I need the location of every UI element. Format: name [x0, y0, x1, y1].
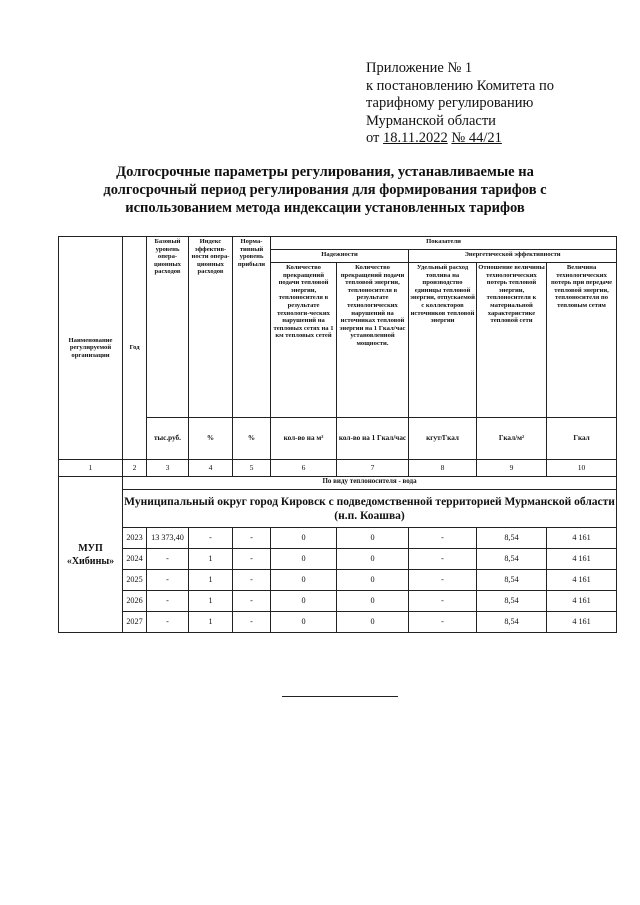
territory-row — [59, 490, 617, 528]
header-base-level: Базовый уровень опера-ционных расходов — [147, 237, 189, 418]
header-col-8: Удельный расход топлива на производство единицы тепловой энергии, отпускаемой с коллекторов источников тепловой энергии — [409, 263, 477, 418]
cell-col-9: 8,54 — [477, 570, 547, 591]
cell-year: 2023 — [123, 528, 147, 549]
cell-col-8: - — [409, 528, 477, 549]
fuel-type: По виду теплоносителя - вода — [123, 477, 617, 490]
unit-col-8: кгут/Гкал — [409, 418, 477, 460]
header-row-1 — [59, 237, 617, 250]
cell-col-7: 0 — [337, 549, 409, 570]
title-line-3: использованием метода индексации установленных тарифов — [125, 200, 525, 216]
column-number: 10 — [547, 460, 617, 477]
header-normative-profit: Норма-тивный уровень прибыли — [233, 237, 271, 418]
cell-col-7: 0 — [337, 591, 409, 612]
cell-col-6: 0 — [271, 591, 337, 612]
cell-col-10: 4 161 — [547, 549, 617, 570]
cell-col-9: 8,54 — [477, 591, 547, 612]
header-col-9: Отношение величины технологических потерь тепловой энергии, теплоносителя к материальной характеристике тепловой сети — [477, 263, 547, 418]
cell-base-level: - — [147, 570, 189, 591]
unit-col-9: Гкал/м² — [477, 418, 547, 460]
table-row — [59, 591, 617, 612]
cell-year: 2024 — [123, 549, 147, 570]
column-number: 9 — [477, 460, 547, 477]
unit-col-3: тыс.руб. — [147, 418, 189, 460]
cell-col-7: 0 — [337, 612, 409, 633]
header-col-7: Количество прекращений подачи тепловой энергии, теплоносителя в результате технологических нарушений на источниках тепловой энергии на 1 Гкал/час установленной мощности. — [337, 263, 409, 418]
column-number: 1 — [59, 460, 123, 477]
column-numbers-row — [59, 460, 617, 477]
cell-base-level: - — [147, 549, 189, 570]
cell-profit: - — [233, 591, 271, 612]
appendix-number: № 44/21 — [451, 130, 502, 146]
table-row — [59, 549, 617, 570]
cell-profit: - — [233, 570, 271, 591]
cell-profit: - — [233, 549, 271, 570]
header-col-6: Количество прекращений подачи тепловой энергии, теплоносителя в результате технологи-ческих нарушений на тепловых сетях на 1 км тепловых сетей — [271, 263, 337, 418]
header-efficiency-index: Индекс эффектив-ности опера-ционных расходов — [189, 237, 233, 418]
cell-col-6: 0 — [271, 612, 337, 633]
cell-index: - — [189, 528, 233, 549]
appendix-header — [366, 60, 626, 148]
unit-col-7: кол-во на 1 Гкал/час — [337, 418, 409, 460]
header-indicators: Показатели — [271, 237, 617, 250]
appendix-line-3: тарифному регулированию — [366, 95, 534, 111]
header-reliability: Надежности — [271, 250, 409, 263]
cell-base-level: 13 373,40 — [147, 528, 189, 549]
cell-col-10: 4 161 — [547, 570, 617, 591]
cell-col-8: - — [409, 549, 477, 570]
cell-profit: - — [233, 528, 271, 549]
cell-year: 2026 — [123, 591, 147, 612]
cell-col-7: 0 — [337, 528, 409, 549]
table-row — [59, 612, 617, 633]
cell-col-8: - — [409, 612, 477, 633]
cell-index: 1 — [189, 612, 233, 633]
cell-year: 2027 — [123, 612, 147, 633]
unit-col-5: % — [233, 418, 271, 460]
unit-col-6: кол-во на м² — [271, 418, 337, 460]
cell-col-7: 0 — [337, 570, 409, 591]
header-year: Год — [123, 237, 147, 460]
cell-col-6: 0 — [271, 528, 337, 549]
title-line-2: долгосрочный период регулирования для формирования тарифов с — [103, 182, 547, 198]
cell-index: 1 — [189, 570, 233, 591]
cell-profit: - — [233, 612, 271, 633]
signature-line — [282, 696, 398, 697]
cell-year: 2025 — [123, 570, 147, 591]
appendix-line-4: Мурманской области — [366, 112, 496, 129]
column-number: 3 — [147, 460, 189, 477]
cell-col-9: 8,54 — [477, 528, 547, 549]
appendix-date: 18.11.2022 — [383, 130, 448, 146]
cell-index: 1 — [189, 591, 233, 612]
column-number: 5 — [233, 460, 271, 477]
appendix-line-2: к постановлению Комитета по — [366, 77, 554, 94]
cell-col-9: 8,54 — [477, 549, 547, 570]
unit-col-10: Гкал — [547, 418, 617, 460]
cell-col-8: - — [409, 591, 477, 612]
parameters-table — [58, 236, 617, 633]
table-row — [59, 570, 617, 591]
document-title — [60, 163, 590, 217]
column-number: 8 — [409, 460, 477, 477]
cell-col-10: 4 161 — [547, 612, 617, 633]
cell-col-9: 8,54 — [477, 612, 547, 633]
header-energy-efficiency: Энергетической эффективности — [409, 250, 617, 263]
cell-col-10: 4 161 — [547, 528, 617, 549]
cell-col-6: 0 — [271, 549, 337, 570]
column-number: 6 — [271, 460, 337, 477]
cell-base-level: - — [147, 612, 189, 633]
header-col-10: Величина технологических потерь при передаче тепловой энергии, теплоносителя по тепловым сетям — [547, 263, 617, 418]
column-number: 2 — [123, 460, 147, 477]
unit-col-4: % — [189, 418, 233, 460]
cell-col-8: - — [409, 570, 477, 591]
cell-index: 1 — [189, 549, 233, 570]
fuel-type-row — [59, 477, 617, 490]
organization-name: МУП «Хибины» — [59, 477, 123, 633]
appendix-date-prefix: от — [366, 130, 384, 146]
appendix-line-1: Приложение № 1 — [366, 60, 473, 76]
table-row — [59, 528, 617, 549]
column-number: 7 — [337, 460, 409, 477]
header-org: Наименование регулируемой организации — [59, 237, 123, 460]
territory-name: Муниципальный округ город Кировск с подведомственной территорией Мурманской области (н.п. Коашва) — [123, 490, 617, 528]
title-line-1: Долгосрочные параметры регулирования, устанавливаемые на — [116, 164, 534, 180]
appendix-date-line — [366, 130, 626, 148]
cell-col-6: 0 — [271, 570, 337, 591]
cell-base-level: - — [147, 591, 189, 612]
column-number: 4 — [189, 460, 233, 477]
cell-col-10: 4 161 — [547, 591, 617, 612]
